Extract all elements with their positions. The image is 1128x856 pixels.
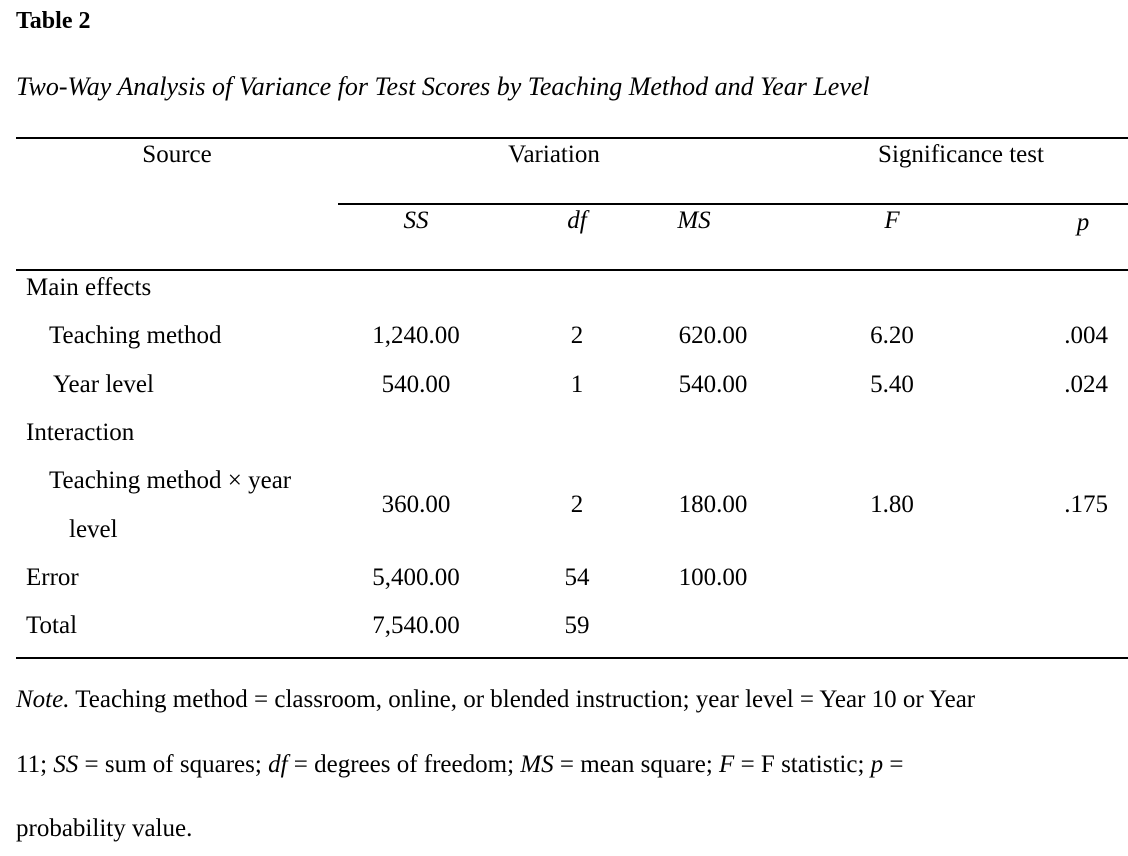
cell-p: .024 bbox=[1064, 371, 1108, 398]
note-abbrev: MS bbox=[520, 751, 554, 778]
table-title: Two-Way Analysis of Variance for Test Scores by Teaching Method and Year Level bbox=[16, 72, 870, 101]
header-bottom-rule bbox=[16, 269, 1128, 271]
top-rule bbox=[16, 137, 1128, 139]
row-main-effects: Main effects bbox=[26, 274, 152, 301]
cell-f: 1.80 bbox=[870, 491, 914, 518]
bottom-rule bbox=[16, 657, 1128, 659]
table-note-line1 bbox=[16, 686, 975, 714]
header-ss: SS bbox=[403, 207, 429, 234]
row-label-total: Total bbox=[26, 612, 78, 639]
cell-f: 5.40 bbox=[870, 371, 914, 398]
row-label-error: Error bbox=[26, 564, 79, 591]
note-text: = mean square; bbox=[553, 751, 720, 778]
table-note-line2 bbox=[16, 751, 904, 779]
cell-ms: 100.00 bbox=[678, 564, 748, 591]
note-abbrev: df bbox=[268, 751, 288, 778]
note-text: = degrees of freedom; bbox=[287, 751, 521, 778]
header-p: p bbox=[1076, 209, 1090, 236]
cell-ss: 5,400.00 bbox=[372, 564, 460, 591]
cell-ss: 1,240.00 bbox=[372, 322, 460, 349]
note-text: = sum of squares; bbox=[78, 751, 269, 778]
note-text: Teaching method = classroom, online, or blended instruction; year level = Year 10 or Year bbox=[69, 686, 976, 713]
cell-df: 59 bbox=[564, 612, 590, 639]
cell-p: .175 bbox=[1064, 491, 1108, 518]
row-label-year-level: Year level bbox=[53, 371, 154, 398]
subheader-rule bbox=[338, 203, 1128, 205]
row-label-interaction-line2: level bbox=[69, 516, 118, 543]
cell-ss: 540.00 bbox=[381, 371, 451, 398]
header-variation: Variation bbox=[508, 141, 600, 168]
cell-ss: 7,540.00 bbox=[372, 612, 460, 639]
cell-df: 1 bbox=[570, 371, 584, 398]
cell-df: 2 bbox=[570, 322, 584, 349]
cell-p: .004 bbox=[1064, 322, 1108, 349]
note-abbrev: SS bbox=[53, 751, 79, 778]
header-f: F bbox=[884, 207, 900, 234]
cell-df: 54 bbox=[564, 564, 590, 591]
row-label-interaction-line1: Teaching method × year bbox=[49, 467, 292, 494]
header-ms: MS bbox=[677, 207, 711, 234]
note-prefix: Note. bbox=[16, 686, 70, 713]
header-df: df bbox=[567, 207, 587, 234]
row-interaction: Interaction bbox=[26, 419, 135, 446]
table-note-line3: probability value. bbox=[16, 815, 193, 842]
cell-ss: 360.00 bbox=[381, 491, 451, 518]
cell-f: 6.20 bbox=[870, 322, 914, 349]
note-text: = F statistic; bbox=[734, 751, 871, 778]
cell-ms: 540.00 bbox=[678, 371, 748, 398]
cell-df: 2 bbox=[570, 491, 584, 518]
note-text: = bbox=[883, 751, 904, 778]
note-abbrev: F bbox=[719, 751, 735, 778]
cell-ms: 180.00 bbox=[678, 491, 748, 518]
note-text: 11; bbox=[16, 751, 54, 778]
note-abbrev: p bbox=[870, 751, 884, 778]
row-label-teaching-method: Teaching method bbox=[49, 322, 222, 349]
table-number: Table 2 bbox=[16, 8, 91, 34]
header-significance: Significance test bbox=[878, 141, 1044, 168]
header-source: Source bbox=[142, 141, 212, 168]
cell-ms: 620.00 bbox=[678, 322, 748, 349]
